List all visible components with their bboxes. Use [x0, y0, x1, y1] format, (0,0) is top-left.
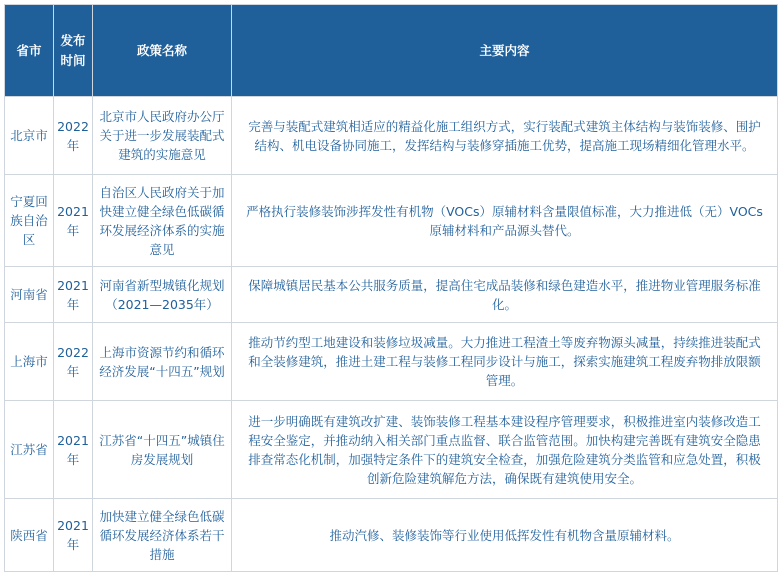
cell-policy: 自治区人民政府关于加快建立健全绿色低碳循环发展经济体系的实施意见	[93, 175, 232, 267]
cell-year: 2021年	[54, 267, 93, 323]
cell-year: 2021年	[54, 175, 93, 267]
cell-content: 严格执行装修装饰涉挥发性有机物（VOCs）原辅材料含量限值标准，大力推进低（无）VOCs原辅材料和产品源头替代。	[232, 175, 778, 267]
cell-content: 完善与装配式建筑相适应的精益化施工组织方式，实行装配式建筑主体结构与装饰装修、围护结构、机电设备协同施工，发挥结构与装修穿插施工优势，提高施工现场精细化管理水平。	[232, 97, 778, 175]
cell-content: 进一步明确既有建筑改扩建、装饰装修工程基本建设程序管理要求，积极推进室内装修改造工程安全鉴定，并推动纳入相关部门重点监督、联合监管范围。加快构建完善既有建筑安全隐患排查常态化机制，加强特定条件下的建筑安全检查，加强危险建筑分类监管和应急处置，积极创新危险建筑解危方法，确保既有建筑使用安全。	[232, 401, 778, 499]
cell-year: 2021年	[54, 499, 93, 572]
header-year: 发布时间	[54, 5, 93, 97]
table-row	[5, 267, 778, 323]
cell-policy: 江苏省“十四五”城镇住房发展规划	[93, 401, 232, 499]
header-row	[5, 5, 778, 97]
cell-year: 2021年	[54, 401, 93, 499]
cell-province: 江苏省	[5, 401, 54, 499]
cell-year: 2022年	[54, 97, 93, 175]
cell-content: 保障城镇居民基本公共服务质量，提高住宅成品装修和绿色建造水平，推进物业管理服务标准化。	[232, 267, 778, 323]
cell-year: 2022年	[54, 323, 93, 401]
header-content: 主要内容	[232, 5, 778, 97]
cell-content: 推动汽修、装修装饰等行业使用低挥发性有机物含量原辅材料。	[232, 499, 778, 572]
cell-province: 陕西省	[5, 499, 54, 572]
cell-content: 推动节约型工地建设和装修垃圾减量。大力推进工程渣土等废弃物源头减量，持续推进装配式和全装修建筑，推进土建工程与装修工程同步设计与施工，探索实施建筑工程废弃物排放限额管理。	[232, 323, 778, 401]
cell-policy: 上海市资源节约和循环经济发展“十四五”规划	[93, 323, 232, 401]
table-row	[5, 499, 778, 572]
cell-policy: 河南省新型城镇化规划（2021—2035年）	[93, 267, 232, 323]
table-row	[5, 323, 778, 401]
header-province: 省市	[5, 5, 54, 97]
policy-table	[4, 4, 778, 572]
cell-province: 上海市	[5, 323, 54, 401]
cell-province: 北京市	[5, 97, 54, 175]
cell-policy: 加快建立健全绿色低碳循环发展经济体系若干措施	[93, 499, 232, 572]
table-row	[5, 97, 778, 175]
table-row	[5, 175, 778, 267]
policy-table-frame	[4, 4, 777, 571]
cell-policy: 北京市人民政府办公厅关于进一步发展装配式建筑的实施意见	[93, 97, 232, 175]
cell-province: 宁夏回族自治区	[5, 175, 54, 267]
table-row	[5, 401, 778, 499]
cell-province: 河南省	[5, 267, 54, 323]
header-policy: 政策名称	[93, 5, 232, 97]
